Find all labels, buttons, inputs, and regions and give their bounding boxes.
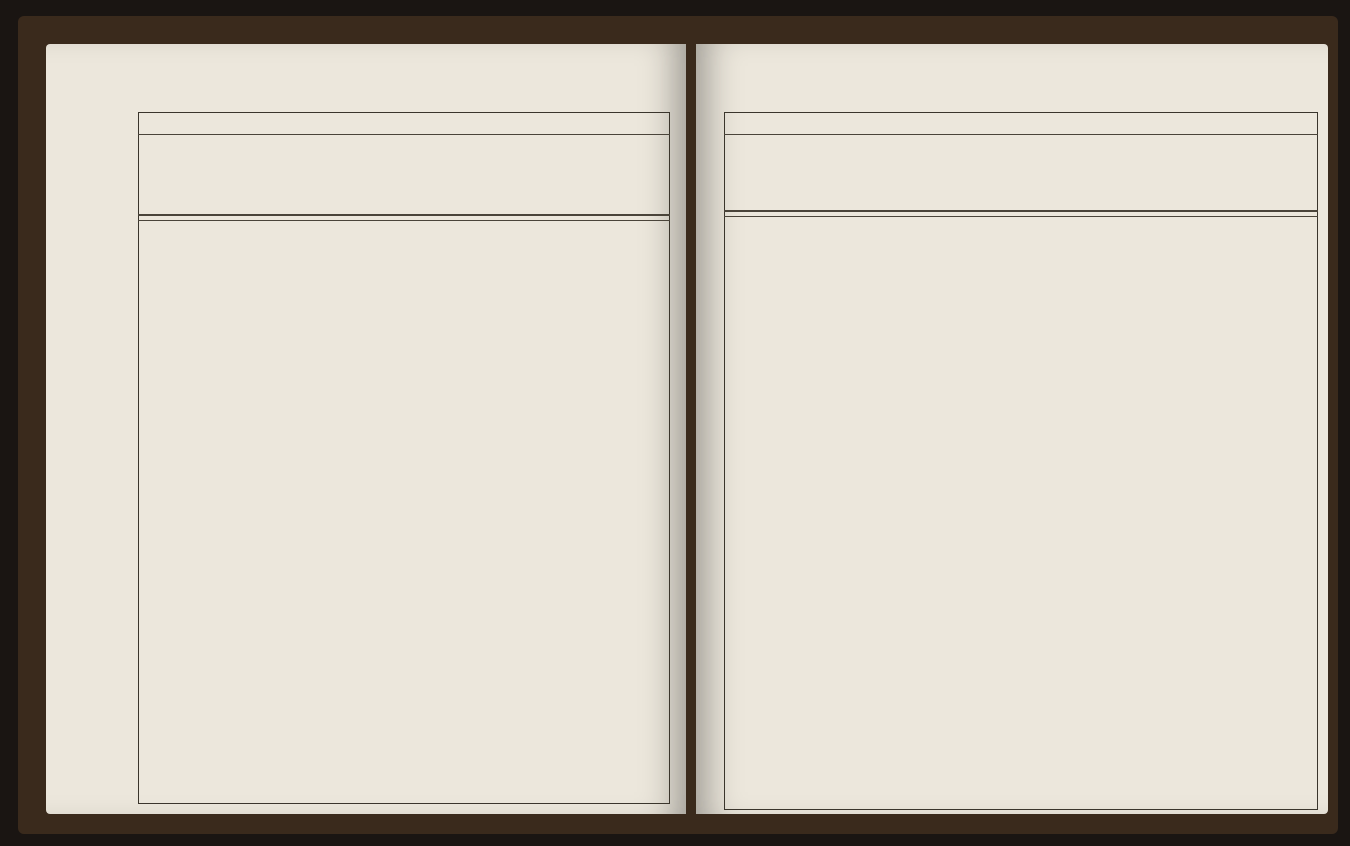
left-page <box>46 44 686 814</box>
book <box>18 16 1338 834</box>
right-page <box>696 44 1328 814</box>
